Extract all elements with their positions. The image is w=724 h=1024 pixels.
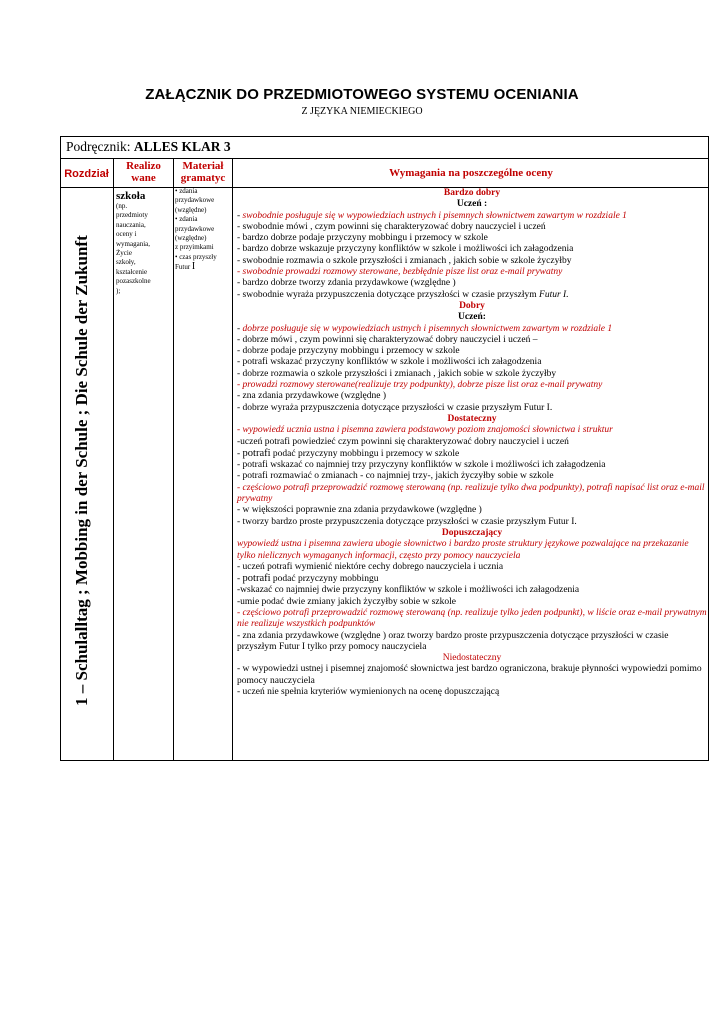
realizowane-line: pozaszkolne <box>116 277 151 286</box>
requirement-item: - zna zdania przydawkowe (względne ) oraz tworzy bardzo proste przypuszczenia dotyczące przyszłości w czasie przyszłym Futur I tylko przy pomocy nauczyciela <box>237 630 669 652</box>
realizowane-line: kształcenie <box>116 267 148 276</box>
requirement-item: - w wypowiedzi ustnej i pisemnej znajomość słownictwa jest bardzo ograniczona, brakuje płynności wypowiedzi pomimo pomocy nauczyciela <box>237 664 702 686</box>
requirement-item: -wskazać co najmniej dwie przyczyny konfliktów w szkole i możliwości ich załagodzenia <box>237 585 580 596</box>
requirement-text: podać przyczyny mobbingu <box>270 574 379 585</box>
chapter-title <box>66 206 98 706</box>
requirement-text: podać przyczyny mobbingu i przemocy w szkole <box>270 448 460 459</box>
material-futur-i: I <box>191 261 196 273</box>
requirement-item: - swobodnie rozmawia o szkole przyszłości i zmianach , jakich sobie w szkole życzyłby <box>237 255 572 266</box>
document-subtitle: Z JĘZYKA NIEMIECKIEGO <box>301 106 423 117</box>
requirement-text: - swobodnie wyraża przypuszczenia dotyczące przyszłości w czasie przyszłym <box>237 289 540 300</box>
header-material-line1: Materiał <box>182 160 224 172</box>
requirement-item <box>237 290 707 301</box>
realizowane-line: wymagania, <box>116 239 151 248</box>
grade-heading: Dopuszczający <box>441 527 503 538</box>
requirement-item: - dobrze rozmawia o szkole przyszłości i zmianach , jakich sobie w szkole życzyłby <box>237 368 557 379</box>
realizowane-cell <box>116 190 172 296</box>
header-realizowane-line2: wane <box>131 172 156 184</box>
grade-heading: Dobry <box>459 300 485 311</box>
requirement-dash: - <box>237 574 243 585</box>
requirement-item: - w większości poprawnie zna zdania przydawkowe (względne ) <box>237 505 482 516</box>
requirement-item <box>237 211 707 222</box>
requirement-item: -uczeń potrafi powiedzieć czym powinni się charakteryzować dobry nauczyciel i uczeń <box>237 436 569 447</box>
requirement-dash: - <box>237 323 243 334</box>
material-line: z przyimkami <box>175 243 214 252</box>
material-cell <box>175 187 232 273</box>
requirement-dash: - <box>237 210 243 221</box>
column-divider-3 <box>232 158 233 761</box>
requirement-item: - prowadzi rozmowy sterowane(realizuje trzy podpunkty), dobrze pisze list oraz e-mail prywatny <box>237 380 603 391</box>
chapter-title-text: 1 – Schulalltag ; Mobbing in der Schule ; Die Schule der Zukunft <box>72 235 91 706</box>
material-lines <box>175 187 232 262</box>
realizowane-line: przedmioty <box>116 211 148 220</box>
requirement-item: - swobodnie prowadzi rozmowy sterowane, bezbłędnie pisze list oraz e-mail prywatny <box>237 267 563 278</box>
realizowane-line: (np. <box>116 202 128 210</box>
requirement-item: -umie podać dwie zmiany jakich życzyłby sobie w szkole <box>237 596 456 607</box>
material-line: • czas przyszły <box>175 252 217 261</box>
requirement-item: wypowiedź ustna i pisemna zawiera ubogie słownictwo i bardzo proste struktury językowe pozwalające na przekazanie tylko nielicznych wymaganych informacji, często przy pomocy nauczyciela <box>237 539 689 561</box>
column-divider-1 <box>113 158 114 761</box>
material-last-line <box>175 262 232 272</box>
requirement-item: - dobrze mówi , czym powinni się charakteryzować dobry nauczyciel i uczeń – <box>237 334 538 345</box>
requirement-tail: Futur I. <box>539 289 569 300</box>
requirement-verb: potrafi <box>242 447 271 459</box>
requirement-item: - dobrze wyraża przypuszczenia dotyczące przyszłości w czasie przyszłym Futur I. <box>237 402 553 413</box>
requirement-item: - bardzo dobrze podaje przyczyny mobbingu i przemocy w szkole <box>237 233 488 244</box>
realizowane-line: nauczania, <box>116 220 146 229</box>
requirement-item: - bardzo dobrze wskazuje przyczyny konfliktów w szkole i możliwości ich załagodzenia <box>237 244 574 255</box>
requirement-item: - uczeń nie spełnia kryteriów wymienionych na ocenę dopuszczającą <box>237 687 500 698</box>
requirement-item: - uczeń potrafi wymienić niektóre cechy dobrego nauczyciela i ucznia <box>237 561 504 572</box>
realizowane-line: oceny i <box>116 230 137 239</box>
material-line: (względne) <box>175 205 207 214</box>
requirement-item: - dobrze podaje przyczyny mobbingu i przemocy w szkole <box>237 346 460 357</box>
requirement-item <box>237 324 707 335</box>
material-line: przydawkowe <box>175 224 215 233</box>
material-line: przydawkowe <box>175 196 215 205</box>
grade-heading: Dostateczny <box>447 413 497 424</box>
requirement-item: - bardzo dobrze tworzy zdania przydawkowe (względne ) <box>237 278 456 289</box>
material-futur: Futur <box>175 263 191 272</box>
requirement-item: - częściowo potrafi przeprowadzić rozmowę sterowaną (np. realizuje tylko dwa podpunkty), potrafi napisać list oraz e-mail prywatny <box>237 482 705 505</box>
realizowane-lines <box>116 202 172 296</box>
table-divider-top <box>60 158 709 159</box>
pupil-label: Uczeń: <box>458 312 486 323</box>
header-realizowane <box>114 160 173 184</box>
requirement-item: - potrafi wskazać przyczyny konfliktów w szkole i możliwości ich załagodzenia <box>237 357 542 368</box>
realizowane-line: szkoły, <box>116 258 136 267</box>
header-material-line2: gramatyc <box>180 172 226 184</box>
textbook-label: Podręcznik: <box>66 139 131 154</box>
requirement-item: - tworzy bardzo proste przypuszczenia dotyczące przyszłości w czasie przyszłym Futur I. <box>237 516 577 527</box>
requirement-item: - częściowo potrafi przeprowadzić rozmowę sterowaną (np. realizuje tylko jeden podpunkt), w liście oraz e-mail prywatnym nie realizuje wszystkich podpunktów <box>237 607 707 630</box>
grade-heading: Niedostateczny <box>442 653 502 664</box>
requirement-item: - potrafi rozmawiać o zmianach - co najmniej trzy-, jakich życzyłby sobie w szkole <box>237 471 554 482</box>
pupil-label: Uczeń : <box>456 199 488 210</box>
requirement-text: swobodnie posługuje się w wypowiedziach ustnych i pisemnych słownictwem zawartym w rozdziale 1 <box>242 210 627 221</box>
requirement-item: - potrafi wskazać co najmniej trzy przyczyny konfliktów w szkole i możliwości ich załagodzenia <box>237 460 606 471</box>
requirement-item <box>237 448 707 460</box>
realizowane-line: ); <box>116 286 121 295</box>
requirement-item: - wypowiedź ucznia ustna i pisemna zawiera podstawowy poziom znajomości słownictwa i struktur <box>237 425 613 436</box>
document-title: ZAŁĄCZNIK DO PRZEDMIOTOWEGO SYSTEMU OCENIANIA <box>145 86 579 103</box>
textbook-line <box>66 138 231 155</box>
requirement-verb: potrafi <box>242 573 271 585</box>
requirements-cell <box>237 188 707 698</box>
grade-heading: Bardzo dobry <box>443 188 501 198</box>
material-line: • zdania <box>175 187 198 195</box>
requirement-item <box>237 573 707 585</box>
requirement-item: - swobodnie mówi , czym powinni się charakteryzować dobry nauczyciel i uczeń <box>237 221 546 232</box>
header-realizowane-line1: Realizo <box>126 160 161 172</box>
realizowane-head: szkoła <box>116 190 146 202</box>
header-rozdzial: Rozdział <box>64 168 109 180</box>
textbook-name: ALLES KLAR 3 <box>133 139 231 154</box>
material-line: • zdania <box>175 215 198 224</box>
header-wymagania: Wymagania na poszczególne oceny <box>389 167 553 179</box>
column-divider-2 <box>173 158 174 761</box>
material-line: (względne) <box>175 234 207 243</box>
requirement-text: dobrze posługuje się w wypowiedziach ustnych i pisemnych słownictwem zawartym w rozdziale 1 <box>242 323 613 334</box>
requirement-dash: - <box>237 448 243 459</box>
requirement-item: - zna zdania przydawkowe (względne ) <box>237 391 387 402</box>
realizowane-line: Życie <box>116 249 132 258</box>
header-material <box>174 160 232 184</box>
